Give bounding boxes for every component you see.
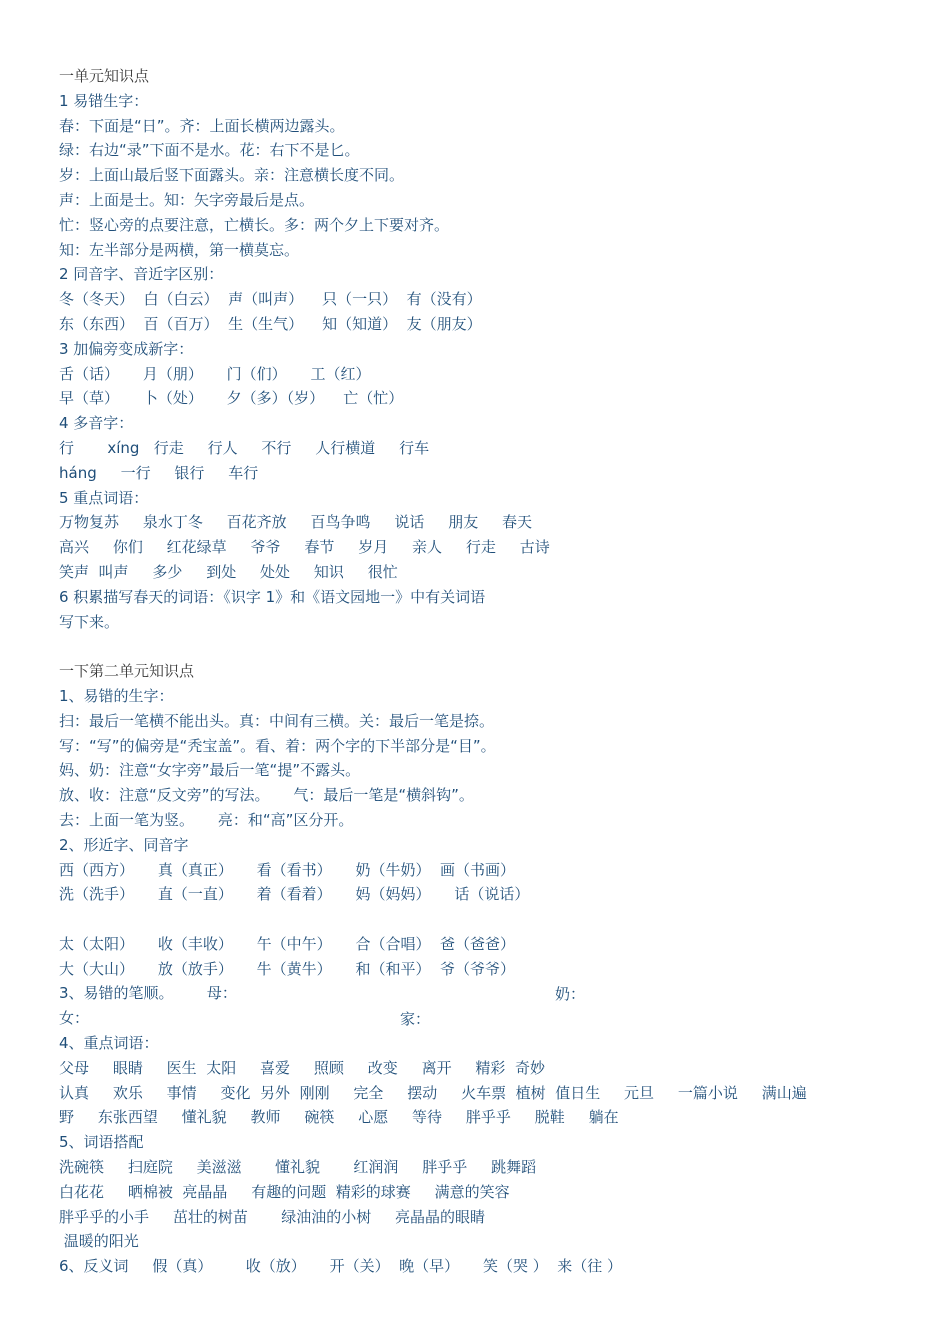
unit2-content-b	[59, 932, 889, 1279]
stroke-label-jia: 家：	[400, 1010, 431, 1028]
text-line: 6、反义词 假（真） 收（放） 开（关） 晚（早） 笑（哭 ） 来（往 ）	[59, 1257, 623, 1276]
text-line: 冬（冬天） 白（白云） 声（叫声） 只（一只） 有（没有）	[59, 290, 482, 309]
text-line: 2、形近字、同音字	[59, 835, 189, 854]
text-line: 笑声 叫声 多少 到处 处处 知识 很忙	[59, 562, 398, 581]
text-line: 绿：右边“录”下面不是水。花：右下不是匕。	[59, 141, 360, 160]
text-line: 声：上面是士。知：矢字旁最后是点。	[59, 190, 315, 209]
text-line: 去：上面一笔为竖。 亮：和“高”区分开。	[59, 810, 354, 829]
text-line: 忙：竖心旁的点要注意，亡横长。多：两个夕上下要对齐。	[59, 215, 450, 234]
text-line: 父母 眼睛 医生 太阳 喜爱 照顾 改变 离开 精彩 奇妙	[59, 1058, 545, 1077]
unit2-title: 一下第二单元知识点	[59, 662, 195, 681]
text-line: 行 xíng 行走 行人 不行 人行横道 行车	[59, 438, 430, 457]
text-line: 5、词语搭配	[59, 1133, 144, 1152]
text-line: 早（草） 卜（处） 夕（多）（岁） 亡（忙）	[59, 389, 404, 408]
text-line: 东（东西） 百（百万） 生（生气） 知（知道） 友（朋友）	[59, 314, 482, 333]
unit2-content-a	[59, 684, 889, 907]
text-line: 2 同音字、音近字区别：	[59, 265, 224, 284]
text-line: 女：	[59, 1009, 90, 1028]
text-line: 认真 欢乐 事情 变化 另外 刚刚 完全 摆动 火车票 植树 值日生 元旦 一篇小说 满山遍	[59, 1083, 807, 1102]
text-line: 1 易错生字：	[59, 91, 149, 110]
text-line: 洗碗筷 扫庭院 美滋滋 懂礼貌 红润润 胖乎乎 跳舞蹈	[59, 1158, 537, 1177]
text-line: 4、重点词语：	[59, 1034, 159, 1053]
text-line: 舌（话） 月（朋） 门（们） 工（红）	[59, 364, 371, 383]
document-page	[59, 64, 889, 1279]
text-line: 野 东张西望 懂礼貌 教师 碗筷 心愿 等待 胖乎乎 脱鞋 躺在	[59, 1108, 619, 1127]
text-line: 洗（洗手） 直（一直） 着（看着） 妈（妈妈） 话（说话）	[59, 885, 530, 904]
text-line: 胖乎乎的小手 茁壮的树苗 绿油油的小树 亮晶晶的眼睛	[59, 1207, 486, 1226]
text-line: 3、易错的笔顺。 母：	[59, 984, 237, 1003]
stroke-label-nai: 奶：	[555, 985, 586, 1003]
blank-line	[59, 634, 889, 659]
text-line: 知：左半部分是两横，第一横莫忘。	[59, 240, 300, 259]
text-line: 万物复苏 泉水丁冬 百花齐放 百鸟争鸣 说话 朋友 春天	[59, 513, 533, 532]
text-line: 太（太阳） 收（丰收） 午（中午） 合（合唱） 爸（爸爸）	[59, 934, 516, 953]
text-line: 高兴 你们 红花绿草 爷爷 春节 岁月 亲人 行走 古诗	[59, 538, 550, 557]
text-line: 4 多音字：	[59, 414, 134, 433]
text-line: 写：“写”的偏旁是“秃宝盖”。看、着：两个字的下半部分是“目”。	[59, 736, 496, 755]
text-line: 扫：最后一笔横不能出头。真：中间有三横。关：最后一笔是捺。	[59, 711, 495, 730]
text-line: 5 重点词语：	[59, 488, 149, 507]
text-line: 大（大山） 放（放手） 牛（黄牛） 和（和平） 爷（爷爷）	[59, 959, 516, 978]
text-line: háng 一行 银行 车行	[59, 463, 259, 482]
text-line: 岁：上面山最后竖下面露头。亲：注意横长度不同。	[59, 166, 405, 185]
text-line: 妈、奶：注意“女字旁”最后一笔“提”不露头。	[59, 761, 361, 780]
text-line: 6 积累描写春天的词语：《识字 1》和《语文园地一》中有关词语	[59, 587, 486, 606]
text-line: 西（西方） 真（真正） 看（看书） 奶（牛奶） 画（书画）	[59, 860, 516, 879]
text-line: 白花花 晒棉被 亮晶晶 有趣的问题 精彩的球赛 满意的笑容	[59, 1182, 510, 1201]
text-line: 3 加偏旁变成新字：	[59, 339, 194, 358]
text-line: 温暖的阳光	[59, 1232, 139, 1251]
blank-line	[59, 907, 889, 932]
unit1-title: 一单元知识点	[59, 67, 150, 85]
text-line: 1、易错的生字：	[59, 686, 174, 705]
text-line: 写下来。	[59, 612, 120, 631]
text-line: 放、收：注意“反文旁”的写法。 气：最后一笔是“横斜钩”。	[59, 786, 474, 805]
unit1-content	[59, 89, 889, 635]
text-line: 春：下面是“日”。齐：上面长横两边露头。	[59, 116, 345, 135]
